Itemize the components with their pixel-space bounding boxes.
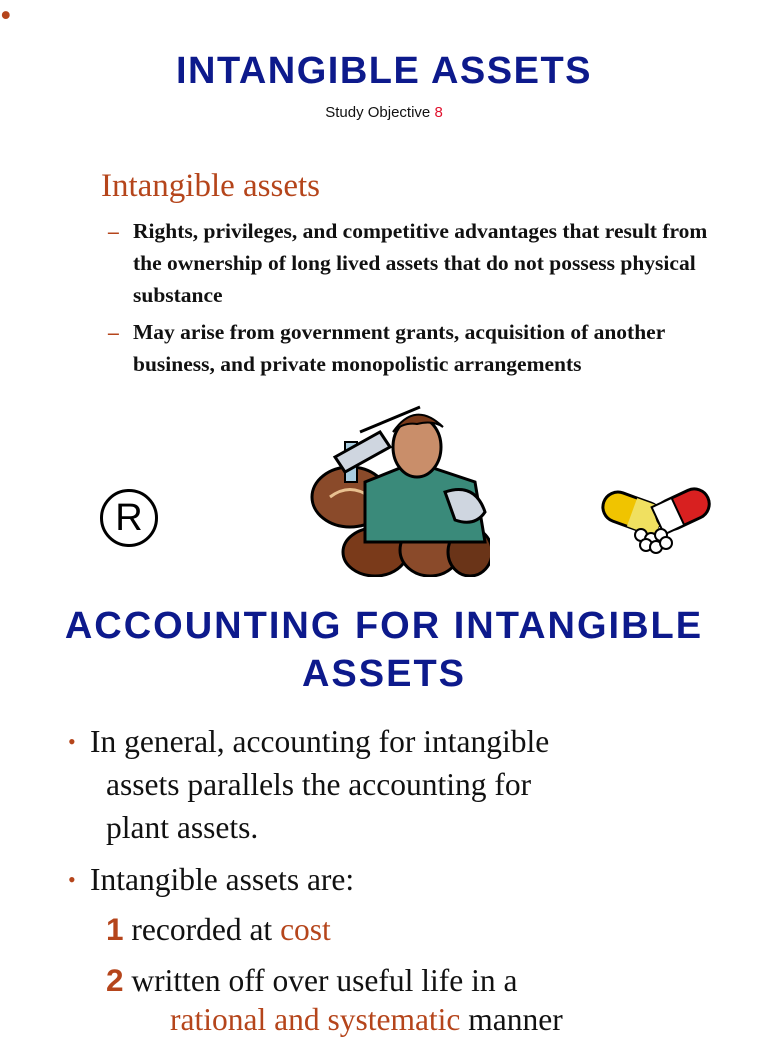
dash-marker: – [108,320,119,344]
sub-bullet-text: Rights, privileges, and competitive advantages that result from the ownership of long lived assets that do not possess physical substance [133,219,708,307]
pills-clipart [596,475,716,555]
bullet-dot: • [0,0,12,34]
slide-title: INTANGIBLE ASSETS [175,50,593,92]
bullet-heading: Intangible assets [101,168,321,204]
sub-bullet-definition [108,215,733,311]
scientist-clipart [305,402,490,577]
bullet-text-line: plant assets. [106,810,259,845]
registered-trademark-icon: R [100,489,158,547]
bullet-text: Intangible assets are: [90,862,355,897]
bullet-text-line: assets parallels the accounting for [106,767,532,802]
study-objective-label: Study Objective [325,104,435,121]
bullet-general-accounting [68,720,688,849]
study-objective-number: 8 [434,104,443,121]
numbered-item-written-off [106,959,517,1002]
bullet-dot: • [68,729,76,754]
study-objective [0,104,768,121]
bullet-dot: • [68,867,76,892]
slide-title-line: ASSETS [301,653,467,695]
item-number: 2 [106,962,124,998]
slide-accounting-for-intangibles [0,590,768,1037]
item-number: 1 [106,911,124,947]
bullet-text [90,720,688,849]
bullet-text-line: In general, accounting for intangible [90,724,550,759]
numbered-item-continuation [170,1002,563,1038]
bullet-intangibles-are [68,858,688,901]
sub-bullet-text: May arise from government grants, acquisition of another business, and private monopolistic arrangements [133,320,665,376]
item-text: recorded at [131,912,281,947]
item-highlight: rational and systematic [170,1002,461,1037]
item-highlight: cost [280,912,331,947]
dash-marker: – [108,219,119,243]
numbered-item-recorded [106,908,331,951]
sub-bullet-origins [108,316,733,380]
item-text: manner [460,1002,563,1037]
slide-title [0,602,768,698]
slide-title-line: ACCOUNTING FOR INTANGIBLE [64,605,704,647]
item-text: written off over useful life in a [131,963,518,998]
